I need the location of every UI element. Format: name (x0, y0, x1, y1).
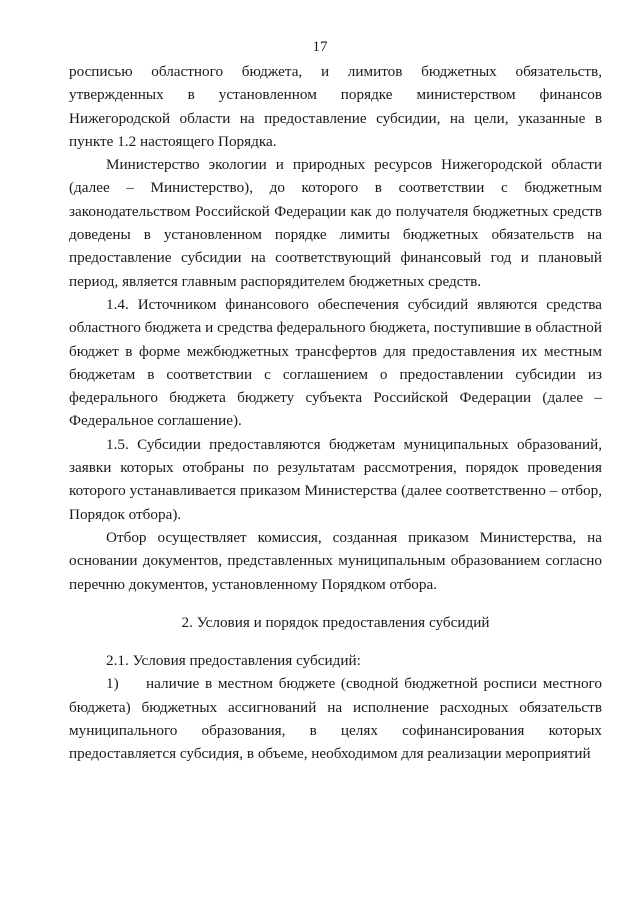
document-body (69, 60, 602, 766)
condition-list-item (69, 672, 602, 765)
section-heading: 2. Условия и порядок предоставления субсидий (181, 613, 490, 631)
paragraph-budget-continuation: росписью областного бюджета, и лимитов бюджетных обязательств, утвержденных в установленном порядке министерством финансов Нижегородской области на предоставление субсидии, на цели, указанные в пункте 1.2 настоящего Порядка. (69, 63, 602, 150)
paragraph-1-5-subsidies: 1.5. Субсидии предоставляются бюджетам муниципальных образований, заявки которых отобраны по результатам рассмотрения, порядок проведения которого устанавливается приказом Министерства (далее соответственно – отбор, Порядок отбора). (69, 435, 602, 523)
page-number: 17 (312, 39, 328, 55)
subsection-heading-2-1: 2.1. Условия предоставления субсидий: (106, 652, 361, 670)
paragraph-ministry: Министерство экологии и природных ресурсов Нижегородской области (далее – Министерство), до которого в соответствии с бюджетным законодательством Российской Федерации как до получателя бюджетных средств доведены в установленном порядке лимиты бюджетных обязательств на предоставление субсидии на соответствующий финансовый год и плановый период, является главным распорядителем бюджетных средств. (69, 156, 602, 290)
paragraph-selection-commission: Отбор осуществляет комиссия, созданная приказом Министерства, на основании документов, представленных муниципальным образованием согласно перечню документов, установленному Порядком отбора. (69, 528, 602, 593)
paragraph-1-4-funding-source: 1.4. Источником финансового обеспечения субсидий являются средства областного бюджета и средства федерального бюджета, поступившие в областной бюджет в форме межбюджетных трансфертов для предоставления их местным бюджетам в соответствии с соглашением о предоставлении субсидии из федерального бюджета бюджету субъекта Российской Федерации (далее – Федеральное соглашение). (69, 295, 602, 430)
list-item-marker: 1) (106, 675, 119, 693)
list-item-text: наличие в местном бюджете (сводной бюджетной росписи местного бюджета) бюджетных ассигнований на исполнение расходных обязательств муниципального образования, в целях софинансирования которых предоставляется субсидия, в объеме, необходимом для реализации мероприятий (69, 675, 602, 763)
